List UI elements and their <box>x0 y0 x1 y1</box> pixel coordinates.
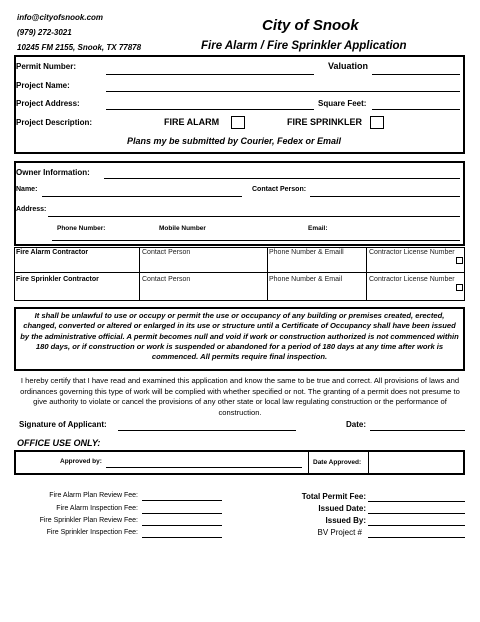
fire-sprinkler-label: FIRE SPRINKLER <box>287 117 363 127</box>
phone-number-label: Phone Number: <box>57 225 106 232</box>
fire-alarm-checkbox[interactable] <box>231 116 245 129</box>
project-address-field[interactable] <box>106 109 314 110</box>
contractors-col-divider <box>139 247 140 301</box>
mobile-number-label: Mobile Number <box>159 225 206 232</box>
fire-sprinkler-inspection-fee-field[interactable] <box>142 537 222 538</box>
project-address-label: Project Address: <box>16 99 80 108</box>
contractors-col-divider <box>267 247 268 301</box>
signature-field[interactable] <box>118 430 296 431</box>
bv-project-field[interactable] <box>368 537 465 538</box>
fire-alarm-contact-cell[interactable]: Contact Person <box>142 249 191 256</box>
owner-information-field[interactable] <box>104 178 460 179</box>
header-phone: (979) 272-3021 <box>17 28 72 37</box>
signature-label: Signature of Applicant: <box>19 420 107 429</box>
valuation-field[interactable] <box>372 74 460 75</box>
fire-alarm-contractor-checkbox[interactable] <box>456 257 463 264</box>
fire-alarm-contractor-label: Fire Alarm Contractor <box>16 249 89 256</box>
email-label: Email: <box>308 225 328 232</box>
permit-number-label: Permit Number: <box>16 62 77 71</box>
fire-sprinkler-checkbox[interactable] <box>370 116 384 129</box>
fire-sprinkler-contractor-checkbox[interactable] <box>456 284 463 291</box>
project-description-label: Project Description: <box>16 118 93 127</box>
fire-sprinkler-plan-review-fee-field[interactable] <box>142 525 222 526</box>
square-feet-label: Square Feet: <box>318 99 367 108</box>
square-feet-field[interactable] <box>372 109 460 110</box>
total-permit-fee-field[interactable] <box>368 501 465 502</box>
issued-by-field[interactable] <box>368 525 465 526</box>
owner-name-field[interactable] <box>42 196 242 197</box>
issued-date-field[interactable] <box>368 513 465 514</box>
fire-alarm-plan-review-fee-field[interactable] <box>142 500 222 501</box>
fire-alarm-plan-review-fee-label: Fire Alarm Plan Review Fee: <box>49 492 138 499</box>
contact-person-label: Contact Person: <box>252 186 307 193</box>
owner-address-field[interactable] <box>48 216 460 217</box>
fire-sprinkler-phone-cell[interactable]: Phone Number & Email <box>269 276 343 283</box>
contractors-col-divider <box>366 247 367 301</box>
fire-alarm-phone-cell[interactable]: Phone Number & Emaill <box>269 249 344 256</box>
page-title: City of Snook <box>262 17 359 34</box>
fire-sprinkler-contractor-label: Fire Sprinkler Contractor <box>16 276 99 283</box>
fire-alarm-inspection-fee-label: Fire Alarm Inspection Fee: <box>56 505 138 512</box>
fire-sprinkler-inspection-fee-label: Fire Sprinkler Inspection Fee: <box>46 529 138 536</box>
approved-by-field[interactable] <box>106 467 302 468</box>
owner-name-label: Name: <box>16 186 38 193</box>
date-field[interactable] <box>370 430 465 431</box>
owner-address-label: Address: <box>16 206 47 213</box>
owner-contact-field[interactable] <box>52 240 460 241</box>
bv-project-label: BV Project # <box>317 528 362 537</box>
office-use-divider <box>308 450 309 475</box>
valuation-label: Valuation <box>328 61 369 71</box>
fire-sprinkler-license-cell[interactable]: Contractor License Number <box>369 276 455 283</box>
page-subtitle: Fire Alarm / Fire Sprinkler Application <box>201 40 407 52</box>
certification-text: I hereby certify that I have read and examined this application and know the same to be true and correct. All provisions of laws and ordinances governing this type of work will be complied with whether specified or not. The granting of a permit does not presume to give authority to violate or cancel the provisions of any other state or local law regulating construction or the performance of construction. <box>20 376 460 417</box>
warning-text: It shall be unlawful to use or occupy or permit the use or occupancy of any building or premises created, erected, changed, converted or altered or enlarged in its use or structure until a Certificate of Occupancy shall have been issued by the administrative official. A permit becomes null and void if work or construction authorized is not commenced within 180 days, or if construction or work is suspended or abandoned for a period of 180 days at any time after work is commenced. All permits require final inspection. <box>20 311 459 362</box>
project-name-label: Project Name: <box>16 81 70 90</box>
owner-information-label: Owner Information: <box>16 168 90 177</box>
date-approved-label: Date Approved: <box>313 459 362 466</box>
date-label: Date: <box>346 420 367 429</box>
fire-sprinkler-plan-review-fee-label: Fire Sprinkler Plan Review Fee: <box>39 517 138 524</box>
issued-by-label: Issued By: <box>325 516 366 525</box>
contractors-row-divider <box>14 272 465 273</box>
header-email: info@cityofsnook.com <box>17 13 104 22</box>
fire-sprinkler-contact-cell[interactable]: Contact Person <box>142 276 191 283</box>
submission-note: Plans my be submitted by Courier, Fedex or Email <box>127 136 342 146</box>
fire-alarm-license-cell[interactable]: Contractor License Number <box>369 249 455 256</box>
fire-alarm-label: FIRE ALARM <box>164 117 220 127</box>
contact-person-field[interactable] <box>310 196 460 197</box>
issued-date-label: Issued Date: <box>318 504 366 513</box>
office-use-heading: OFFICE USE ONLY: <box>17 438 101 448</box>
approved-by-label: Approved by: <box>60 458 102 465</box>
office-use-divider <box>368 450 369 475</box>
total-permit-fee-label: Total Permit Fee: <box>301 492 366 501</box>
fire-alarm-inspection-fee-field[interactable] <box>142 513 222 514</box>
permit-number-field[interactable] <box>106 74 314 75</box>
project-name-field[interactable] <box>106 91 460 92</box>
header-address: 10245 FM 2155, Snook, TX 77878 <box>17 43 142 52</box>
